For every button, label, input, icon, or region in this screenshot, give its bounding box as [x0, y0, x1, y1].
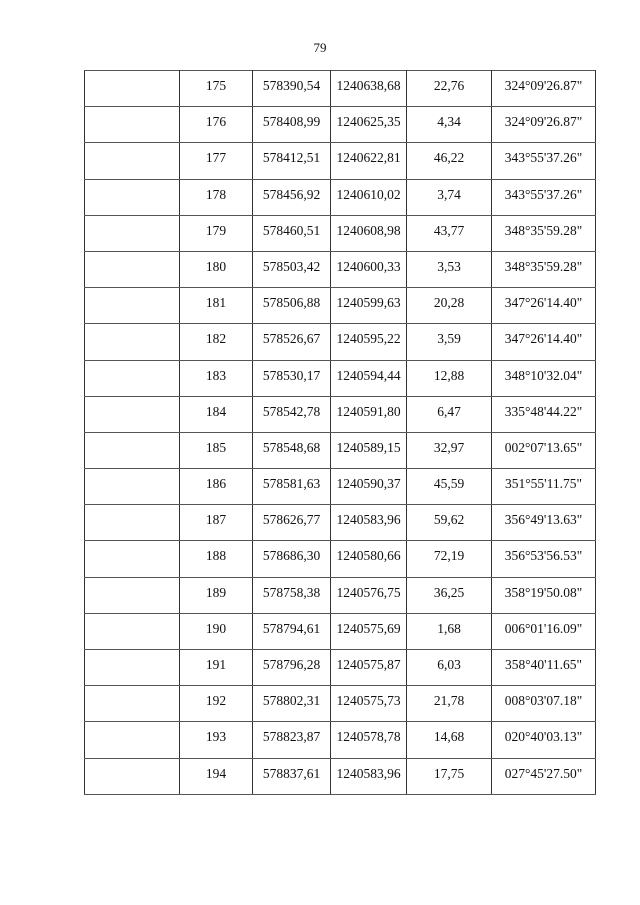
- point-number-cell: 194: [180, 758, 253, 794]
- bearing-cell: 348°35'59.28": [492, 215, 596, 251]
- point-number-cell: 178: [180, 179, 253, 215]
- bearing-cell: 348°10'32.04": [492, 360, 596, 396]
- y-coordinate-cell: 1240625,35: [331, 107, 407, 143]
- bearing-cell: 358°19'50.08": [492, 577, 596, 613]
- empty-cell: [85, 396, 180, 432]
- empty-cell: [85, 71, 180, 107]
- point-number-cell: 188: [180, 541, 253, 577]
- x-coordinate-cell: 578412,51: [253, 143, 331, 179]
- length-cell: 21,78: [407, 686, 492, 722]
- table-row: [85, 469, 596, 505]
- table-row: [85, 541, 596, 577]
- empty-cell: [85, 758, 180, 794]
- x-coordinate-cell: 578581,63: [253, 469, 331, 505]
- point-number-cell: 179: [180, 215, 253, 251]
- x-coordinate-cell: 578456,92: [253, 179, 331, 215]
- table-row: [85, 505, 596, 541]
- table-row: [85, 288, 596, 324]
- empty-cell: [85, 650, 180, 686]
- length-cell: 59,62: [407, 505, 492, 541]
- table-row: [85, 758, 596, 794]
- table-row: [85, 360, 596, 396]
- empty-cell: [85, 505, 180, 541]
- length-cell: 3,59: [407, 324, 492, 360]
- length-cell: 6,47: [407, 396, 492, 432]
- empty-cell: [85, 107, 180, 143]
- length-cell: 4,34: [407, 107, 492, 143]
- point-number-cell: 190: [180, 613, 253, 649]
- table-row: [85, 613, 596, 649]
- bearing-cell: 356°53'56.53": [492, 541, 596, 577]
- x-coordinate-cell: 578503,42: [253, 251, 331, 287]
- point-number-cell: 184: [180, 396, 253, 432]
- length-cell: 22,76: [407, 71, 492, 107]
- y-coordinate-cell: 1240595,22: [331, 324, 407, 360]
- empty-cell: [85, 722, 180, 758]
- x-coordinate-cell: 578794,61: [253, 613, 331, 649]
- point-number-cell: 193: [180, 722, 253, 758]
- point-number-cell: 192: [180, 686, 253, 722]
- y-coordinate-cell: 1240594,44: [331, 360, 407, 396]
- y-coordinate-cell: 1240575,73: [331, 686, 407, 722]
- point-number-cell: 191: [180, 650, 253, 686]
- point-number-cell: 175: [180, 71, 253, 107]
- y-coordinate-cell: 1240589,15: [331, 432, 407, 468]
- point-number-cell: 180: [180, 251, 253, 287]
- point-number-cell: 183: [180, 360, 253, 396]
- table-row: [85, 577, 596, 613]
- empty-cell: [85, 251, 180, 287]
- empty-cell: [85, 179, 180, 215]
- length-cell: 17,75: [407, 758, 492, 794]
- length-cell: 45,59: [407, 469, 492, 505]
- y-coordinate-cell: 1240608,98: [331, 215, 407, 251]
- x-coordinate-cell: 578506,88: [253, 288, 331, 324]
- table-row: [85, 432, 596, 468]
- bearing-cell: 335°48'44.22": [492, 396, 596, 432]
- length-cell: 14,68: [407, 722, 492, 758]
- empty-cell: [85, 360, 180, 396]
- bearing-cell: 347°26'14.40": [492, 288, 596, 324]
- bearing-cell: 324°09'26.87": [492, 71, 596, 107]
- empty-cell: [85, 613, 180, 649]
- bearing-cell: 358°40'11.65": [492, 650, 596, 686]
- x-coordinate-cell: 578626,77: [253, 505, 331, 541]
- point-number-cell: 181: [180, 288, 253, 324]
- empty-cell: [85, 215, 180, 251]
- y-coordinate-cell: 1240610,02: [331, 179, 407, 215]
- x-coordinate-cell: 578758,38: [253, 577, 331, 613]
- empty-cell: [85, 143, 180, 179]
- x-coordinate-cell: 578548,68: [253, 432, 331, 468]
- x-coordinate-cell: 578408,99: [253, 107, 331, 143]
- length-cell: 43,77: [407, 215, 492, 251]
- table-row: [85, 71, 596, 107]
- point-number-cell: 177: [180, 143, 253, 179]
- table-row: [85, 722, 596, 758]
- coordinates-table-body: [85, 71, 596, 795]
- y-coordinate-cell: 1240622,81: [331, 143, 407, 179]
- y-coordinate-cell: 1240578,78: [331, 722, 407, 758]
- x-coordinate-cell: 578823,87: [253, 722, 331, 758]
- table-row: [85, 686, 596, 722]
- bearing-cell: 343°55'37.26": [492, 179, 596, 215]
- page-number: 79: [313, 40, 327, 55]
- empty-cell: [85, 686, 180, 722]
- empty-cell: [85, 541, 180, 577]
- table-row: [85, 251, 596, 287]
- empty-cell: [85, 432, 180, 468]
- table-row: [85, 215, 596, 251]
- length-cell: 46,22: [407, 143, 492, 179]
- y-coordinate-cell: 1240583,96: [331, 505, 407, 541]
- x-coordinate-cell: 578390,54: [253, 71, 331, 107]
- empty-cell: [85, 288, 180, 324]
- y-coordinate-cell: 1240591,80: [331, 396, 407, 432]
- bearing-cell: 343°55'37.26": [492, 143, 596, 179]
- x-coordinate-cell: 578686,30: [253, 541, 331, 577]
- table-row: [85, 324, 596, 360]
- y-coordinate-cell: 1240590,37: [331, 469, 407, 505]
- length-cell: 36,25: [407, 577, 492, 613]
- x-coordinate-cell: 578837,61: [253, 758, 331, 794]
- bearing-cell: 347°26'14.40": [492, 324, 596, 360]
- empty-cell: [85, 577, 180, 613]
- bearing-cell: 348°35'59.28": [492, 251, 596, 287]
- point-number-cell: 176: [180, 107, 253, 143]
- empty-cell: [85, 324, 180, 360]
- y-coordinate-cell: 1240599,63: [331, 288, 407, 324]
- length-cell: 72,19: [407, 541, 492, 577]
- length-cell: 6,03: [407, 650, 492, 686]
- y-coordinate-cell: 1240576,75: [331, 577, 407, 613]
- point-number-cell: 189: [180, 577, 253, 613]
- bearing-cell: 356°49'13.63": [492, 505, 596, 541]
- table-row: [85, 396, 596, 432]
- x-coordinate-cell: 578530,17: [253, 360, 331, 396]
- empty-cell: [85, 469, 180, 505]
- point-number-cell: 186: [180, 469, 253, 505]
- length-cell: 3,74: [407, 179, 492, 215]
- bearing-cell: 006°01'16.09": [492, 613, 596, 649]
- y-coordinate-cell: 1240600,33: [331, 251, 407, 287]
- table-row: [85, 650, 596, 686]
- table-row: [85, 179, 596, 215]
- y-coordinate-cell: 1240575,69: [331, 613, 407, 649]
- bearing-cell: 027°45'27.50": [492, 758, 596, 794]
- table-row: [85, 143, 596, 179]
- bearing-cell: 324°09'26.87": [492, 107, 596, 143]
- table-row: [85, 107, 596, 143]
- length-cell: 3,53: [407, 251, 492, 287]
- bearing-cell: 002°07'13.65": [492, 432, 596, 468]
- bearing-cell: 008°03'07.18": [492, 686, 596, 722]
- length-cell: 32,97: [407, 432, 492, 468]
- coordinates-table: [84, 70, 596, 795]
- y-coordinate-cell: 1240575,87: [331, 650, 407, 686]
- x-coordinate-cell: 578796,28: [253, 650, 331, 686]
- point-number-cell: 185: [180, 432, 253, 468]
- length-cell: 12,88: [407, 360, 492, 396]
- x-coordinate-cell: 578542,78: [253, 396, 331, 432]
- y-coordinate-cell: 1240580,66: [331, 541, 407, 577]
- bearing-cell: 020°40'03.13": [492, 722, 596, 758]
- x-coordinate-cell: 578460,51: [253, 215, 331, 251]
- x-coordinate-cell: 578802,31: [253, 686, 331, 722]
- point-number-cell: 187: [180, 505, 253, 541]
- length-cell: 1,68: [407, 613, 492, 649]
- length-cell: 20,28: [407, 288, 492, 324]
- x-coordinate-cell: 578526,67: [253, 324, 331, 360]
- y-coordinate-cell: 1240583,96: [331, 758, 407, 794]
- y-coordinate-cell: 1240638,68: [331, 71, 407, 107]
- point-number-cell: 182: [180, 324, 253, 360]
- bearing-cell: 351°55'11.75": [492, 469, 596, 505]
